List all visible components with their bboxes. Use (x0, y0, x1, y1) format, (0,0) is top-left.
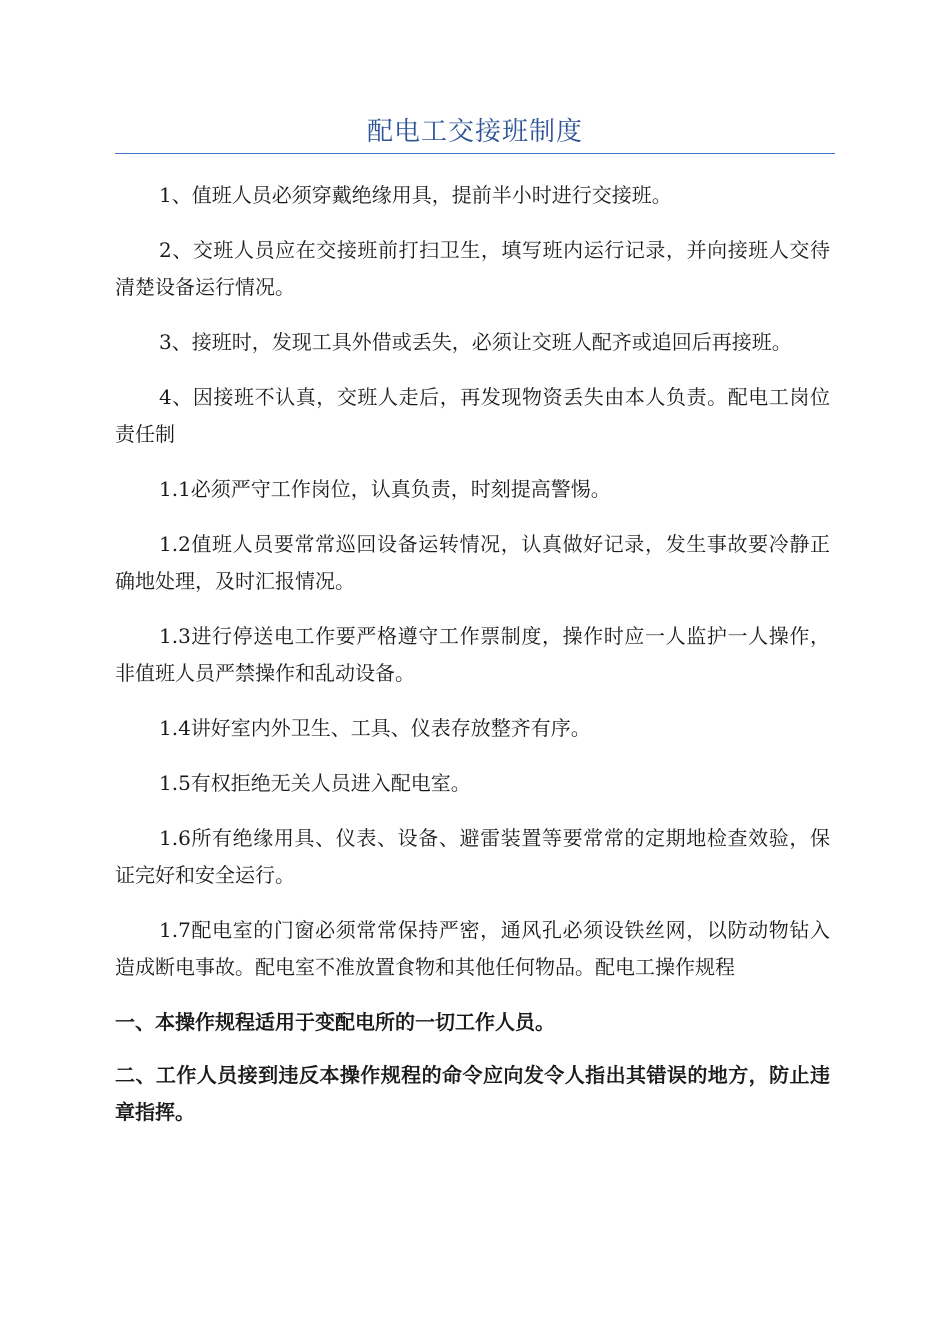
paragraph-1-4: 1.4讲好室内外卫生、工具、仪表存放整齐有序。 (159, 716, 591, 740)
paragraph-1-6: 1.6所有绝缘用具、仪表、设备、避雷装置等要常常的定期地检查效验，保证完好和安全运行。 (115, 826, 830, 887)
paragraph-4: 4、因接班不认真，交班人走后，再发现物资丢失由本人负责。配电工岗位责任制 (115, 385, 830, 446)
paragraph-3: 3、接班时，发现工具外借或丢失，必须让交班人配齐或追回后再接班。 (159, 330, 792, 354)
paragraph-1-3: 1.3进行停送电工作要严格遵守工作票制度，操作时应一人监护一人操作，非值班人员严禁操作和乱动设备。 (115, 624, 830, 685)
paragraph-1: 1、值班人员必须穿戴绝缘用具，提前半小时进行交接班。 (159, 183, 672, 207)
title-underline (115, 153, 835, 154)
paragraph-2: 2、交班人员应在交接班前打扫卫生，填写班内运行记录，并向接班人交待清楚设备运行情况。 (115, 238, 830, 299)
paragraph-1-5: 1.5有权拒绝无关人员进入配电室。 (159, 771, 471, 795)
document-body (115, 177, 830, 1147)
paragraph-1-1: 1.1必须严守工作岗位，认真负责，时刻提高警惕。 (159, 477, 611, 501)
rule-item-2: 二、工作人员接到违反本操作规程的命令应向发令人指出其错误的地方，防止违章指挥。 (115, 1063, 830, 1124)
paragraph-1-7: 1.7配电室的门窗必须常常保持严密，通风孔必须设铁丝网，以防动物钻入造成断电事故。配电室不准放置食物和其他任何物品。配电工操作规程 (115, 918, 830, 979)
document-title: 配电工交接班制度 (366, 117, 583, 147)
rule-item-1: 一、本操作规程适用于变配电所的一切工作人员。 (115, 1010, 555, 1034)
paragraph-1-2: 1.2值班人员要常常巡回设备运转情况，认真做好记录，发生事故要冷静正确地处理，及时汇报情况。 (115, 532, 830, 593)
